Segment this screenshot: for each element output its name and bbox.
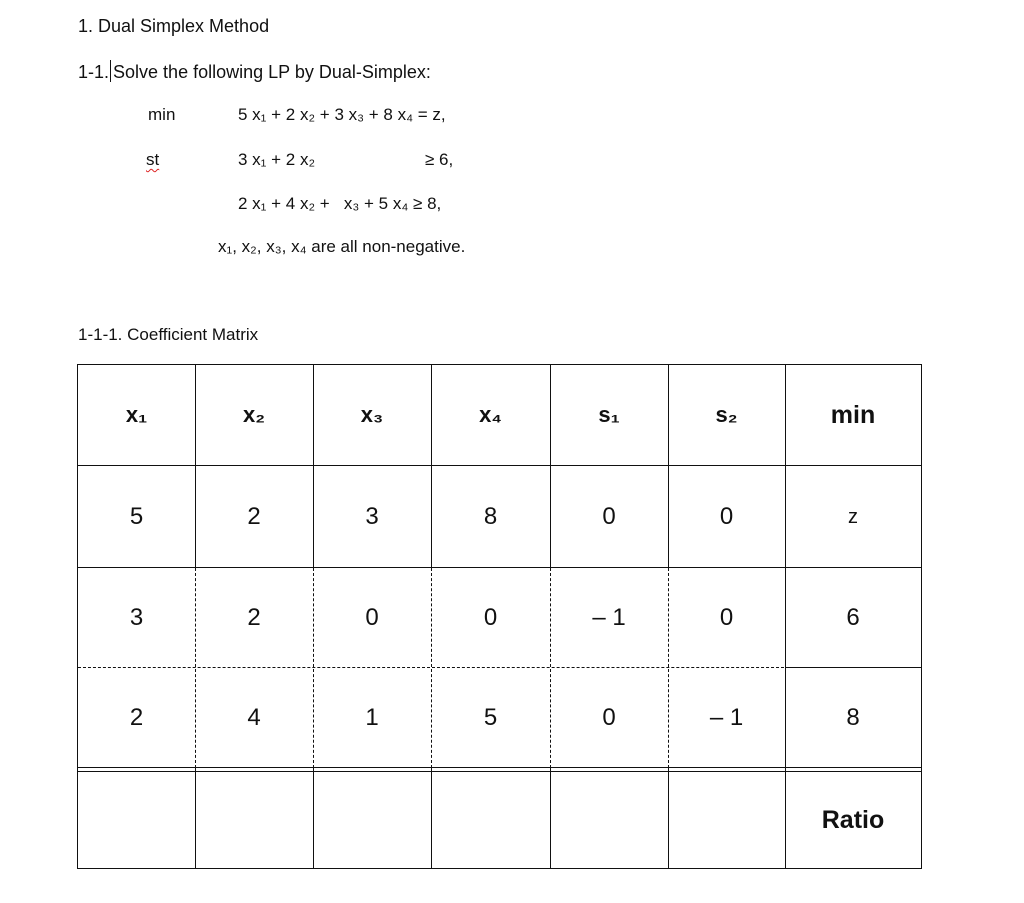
table-cell: 3 [129, 604, 144, 631]
header-x4: x₄ [479, 402, 502, 427]
problem-label: 1-1. [78, 62, 110, 82]
constraint-2: 2 x₁ + 4 x₂ + x₃ + 5 x₄ ≥ 8, [238, 194, 442, 213]
coefficient-matrix-table [77, 364, 922, 869]
header-x1: x₁ [125, 402, 148, 427]
row-divider-dashed [78, 667, 784, 668]
constraint-1-lhs: 3 x₁ + 2 x₂ [238, 150, 316, 169]
ratio-label: Ratio [821, 806, 885, 834]
table-cell [550, 773, 668, 868]
row-divider [78, 465, 921, 466]
table-cell: z [848, 505, 858, 528]
table-cell: 0 [719, 503, 734, 530]
table-cell: 2 [247, 503, 261, 530]
table-cell: 4 [247, 704, 261, 731]
row-divider [78, 567, 921, 568]
table-cell: – 1 [592, 604, 626, 631]
section-title: 1. Dual Simplex Method [78, 16, 270, 36]
subsection-title: 1-1-1. Coefficient Matrix [78, 325, 259, 344]
header-x2: x₂ [242, 402, 265, 427]
objective-function: 5 x₁ + 2 x₂ + 3 x₃ + 8 x₄ = z, [238, 105, 446, 124]
header-min: min [830, 400, 876, 429]
objective-keyword: min [148, 105, 176, 124]
table-cell: 1 [365, 704, 379, 731]
ratio-row [78, 773, 921, 868]
table-cell: 0 [602, 503, 616, 530]
table-cell: 5 [483, 704, 498, 731]
table-cell [78, 773, 195, 868]
header-s2: s₂ [715, 402, 738, 427]
table-cell: 8 [483, 503, 498, 530]
row-divider [785, 667, 921, 668]
table-row [78, 669, 921, 767]
table-cell [431, 773, 550, 868]
text-cursor [110, 60, 111, 82]
row-divider [78, 767, 921, 768]
table-cell [195, 773, 313, 868]
header-s1: s₁ [598, 402, 620, 427]
table-cell: 0 [365, 604, 379, 631]
row-divider-double [78, 771, 921, 772]
table-cell: 2 [247, 604, 261, 631]
problem-statement [78, 60, 431, 83]
table-cell: – 1 [709, 704, 744, 731]
table-cell [668, 773, 785, 868]
table-cell: 6 [846, 604, 860, 631]
table-row [78, 467, 921, 567]
table-cell: 5 [129, 503, 144, 530]
table-cell: 0 [719, 604, 734, 631]
header-row [78, 365, 921, 465]
table-cell: 2 [129, 704, 144, 731]
nonnegativity-constraint: x₁, x₂, x₃, x₄ are all non-negative. [218, 237, 466, 256]
table-cell: 8 [846, 704, 860, 731]
header-x3: x₃ [360, 402, 384, 427]
table-row [78, 569, 921, 667]
table-cell: 0 [483, 604, 498, 631]
constraint-1-rhs: ≥ 6, [425, 150, 454, 169]
table-cell [313, 773, 431, 868]
problem-text: Solve the following LP by Dual-Simplex: [113, 62, 431, 82]
table-cell: 0 [602, 704, 616, 731]
st-keyword: st [146, 150, 160, 169]
table-cell: 3 [365, 503, 379, 530]
